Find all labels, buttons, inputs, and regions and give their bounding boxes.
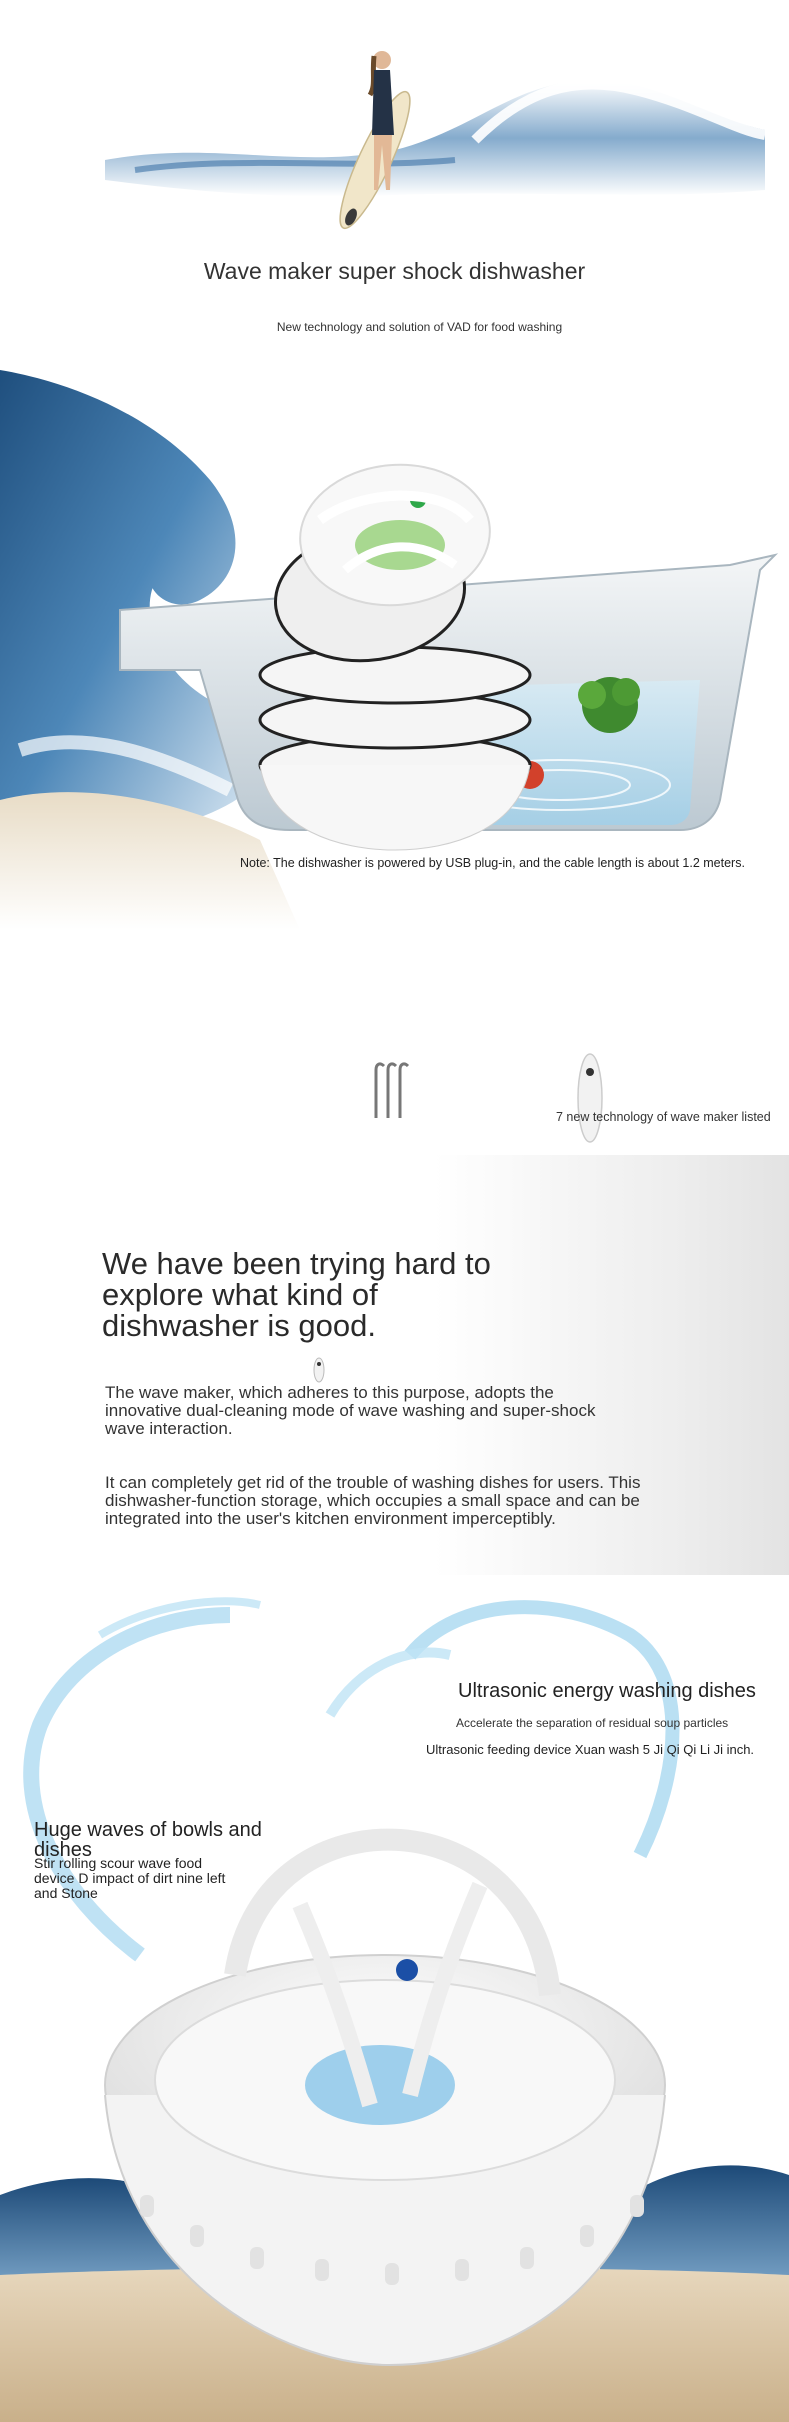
small-device-icon [312,1356,326,1384]
bowl-stack [260,457,530,850]
ultrasonic-title: Ultrasonic energy washing dishes [458,1680,756,1702]
tech-strip [0,1040,789,1150]
intro-paragraph-2: It can completely get rid of the trouble of washing dishes for users. This dishwasher-function storage, which occupies a small space and can be integrated into the user's kitchen environment imperceptibly. [105,1473,641,1528]
sink-illustration [0,370,789,960]
tech-label: 7 new technology of wave maker listed [556,1110,771,1124]
hero-subtitle: New technology and solution of VAD for food washing [276,320,563,334]
ultrasonic-subtitle: Accelerate the separation of residual soup particles [456,1716,729,1730]
intro-paragraph-1: The wave maker, which adheres to this purpose, adopts the innovative dual-cleaning mode of wave washing and super-shock wave interaction. [105,1383,596,1438]
waves-title: Huge waves of bowls and dishes [34,1819,262,1861]
ultrasonic-detail: Ultrasonic feeding device Xuan wash 5 Ji Qi Qi Li Ji inch. [426,1742,755,1757]
sink-section [0,370,789,960]
triple-lines-icon [370,1060,420,1120]
intro-title: We have been trying hard to explore what kind of dishwasher is good. [102,1246,491,1343]
device-side-icon [575,1050,605,1145]
hero-title: Wave maker super shock dishwasher [203,258,586,284]
hero-section [0,0,789,370]
waves-body: Stir rolling scour wave food device D impact of dirt nine left and Stone [34,1855,226,1901]
surfer-figure [320,40,440,240]
usb-note: Note: The dishwasher is powered by USB plug-in, and the cable length is about 1.2 meters. [240,856,745,870]
